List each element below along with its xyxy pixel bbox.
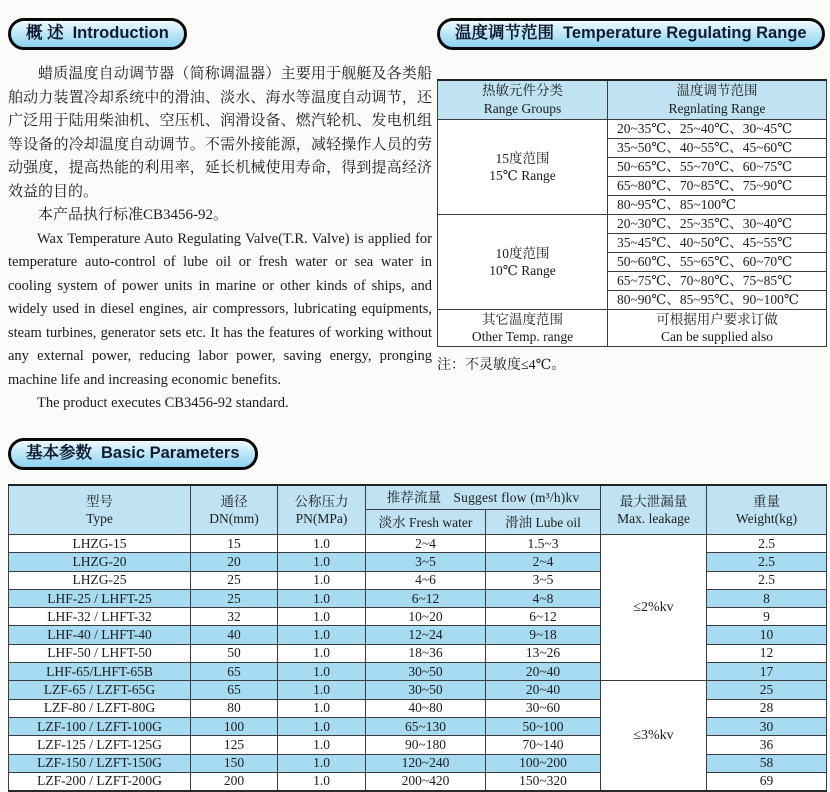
group-label-10c: 10度范围 10℃ Range — [438, 215, 608, 310]
range-cell: 50~60℃、55~65℃、60~70℃ — [608, 253, 827, 272]
cell-dn: 65 — [191, 663, 278, 681]
cell-weight: 36 — [707, 736, 827, 754]
header-type: 型号 Type — [9, 485, 191, 535]
cell-pn: 1.0 — [278, 535, 366, 553]
cell-weight: 58 — [707, 754, 827, 772]
cell-dn: 32 — [191, 608, 278, 626]
other-range-cell: 可根据用户要求订做 Can be supplied also — [608, 310, 827, 347]
cell-lube: 3~5 — [486, 571, 601, 589]
cell-lube: 20~40 — [486, 663, 601, 681]
table-row — [438, 310, 827, 347]
cell-lube: 2~4 — [486, 553, 601, 571]
cell-lube: 6~12 — [486, 608, 601, 626]
group-label-other: 其它温度范围 Other Temp. range — [438, 310, 608, 347]
header-regulating-range: 温度调节范围 Regnlating Range — [608, 80, 827, 120]
cell-fresh: 4~6 — [366, 571, 486, 589]
range-cell: 65~80℃、70~85℃、75~90℃ — [608, 177, 827, 196]
cell-lube: 100~200 — [486, 754, 601, 772]
cell-lube: 4~8 — [486, 589, 601, 607]
cell-pn: 1.0 — [278, 772, 366, 790]
introduction-paragraph-en: Wax Temperature Auto Regulating Valve(T.R. Valve) is applied for temperature auto-control of lube oil or fresh water or sea water in cooling system of power units in marine or other kinds of ships, and widely used in diesel engines, air compressors, lubricating equipments, steam turbines, generator sets etc. It has the features of working without any external power, reducing labor power, saving energy, pronging machine life and increasing economic benefits. — [8, 230, 432, 388]
header-weight: 重量 Weight(kg) — [707, 485, 827, 535]
basic-parameters-table — [8, 484, 827, 792]
cell-lube: 20~40 — [486, 681, 601, 699]
temperature-range-table — [437, 79, 827, 347]
cell-pn: 1.0 — [278, 553, 366, 571]
introduction-standard-en: The product executes CB3456-92 standard. — [37, 395, 289, 411]
cell-lube: 70~140 — [486, 736, 601, 754]
cell-fresh: 6~12 — [366, 589, 486, 607]
cell-dn: 25 — [191, 571, 278, 589]
cell-pn: 1.0 — [278, 736, 366, 754]
temperature-table-header-row — [438, 80, 827, 120]
cell-pn: 1.0 — [278, 663, 366, 681]
cell-fresh: 30~50 — [366, 681, 486, 699]
introduction-paragraph-zh: 蜡质温度自动调节器（简称调温器）主要用于舰艇及各类船舶动力装置冷却系统中的滑油、淡水、海水等温度自动调节，还广泛用于陆用柴油机、空压机、润滑设备、燃汽轮机、发电机组等设备的冷却温度自动调节。不需外接能源，减轻操作人员的劳动强度，提高热能的利用率，延长机械使用寿命，得到提高经济效益的目的。 — [8, 66, 432, 200]
cell-type: LZF-65 / LZFT-65G — [9, 681, 191, 699]
cell-lube: 150~320 — [486, 772, 601, 790]
range-cell: 35~45℃、40~50℃、45~55℃ — [608, 234, 827, 253]
cell-dn: 20 — [191, 553, 278, 571]
cell-dn: 150 — [191, 754, 278, 772]
cell-type: LHF-50 / LHFT-50 — [9, 644, 191, 662]
cell-dn: 100 — [191, 717, 278, 735]
cell-lube: 1.5~3 — [486, 535, 601, 553]
cell-dn: 40 — [191, 626, 278, 644]
cell-type: LHZG-15 — [9, 535, 191, 553]
basic-parameters-section — [8, 438, 828, 792]
cell-pn: 1.0 — [278, 571, 366, 589]
cell-fresh: 2~4 — [366, 535, 486, 553]
header-pn: 公称压力 PN(MPa) — [278, 485, 366, 535]
sensitivity-note: 注：不灵敏度≤4℃。 — [437, 358, 566, 373]
table-row — [438, 215, 827, 234]
introduction-title-en: Introduction — [72, 24, 169, 42]
header-suggest-flow: 推荐流量 Suggest flow (m³/h)kv — [366, 485, 601, 510]
cell-weight: 25 — [707, 681, 827, 699]
cell-weight: 28 — [707, 699, 827, 717]
cell-lube: 30~60 — [486, 699, 601, 717]
introduction-standard-zh: 本产品执行标准CB3456-92。 — [38, 207, 229, 223]
cell-pn: 1.0 — [278, 681, 366, 699]
cell-fresh: 90~180 — [366, 736, 486, 754]
cell-weight: 10 — [707, 626, 827, 644]
cell-lube: 50~100 — [486, 717, 601, 735]
cell-type: LHZG-20 — [9, 553, 191, 571]
cell-dn: 200 — [191, 772, 278, 790]
header-max-leakage: 最大泄漏量 Max. leakage — [601, 485, 707, 535]
introduction-section — [8, 18, 432, 416]
cell-fresh: 30~50 — [366, 663, 486, 681]
cell-fresh: 18~36 — [366, 644, 486, 662]
cell-weight: 2.5 — [707, 571, 827, 589]
cell-pn: 1.0 — [278, 589, 366, 607]
range-cell: 35~50℃、40~55℃、45~60℃ — [608, 139, 827, 158]
temperature-range-title-en: Temperature Regulating Range — [563, 24, 807, 42]
cell-weight: 9 — [707, 608, 827, 626]
table-row — [9, 681, 827, 699]
cell-weight: 8 — [707, 589, 827, 607]
cell-type: LHZG-25 — [9, 571, 191, 589]
cell-weight: 69 — [707, 772, 827, 790]
header-range-groups: 热敏元件分类 Range Groups — [438, 80, 608, 120]
cell-type: LHF-40 / LHFT-40 — [9, 626, 191, 644]
introduction-title-zh: 概 述 — [26, 24, 64, 42]
cell-weight: 12 — [707, 644, 827, 662]
header-fresh-water: 淡水 Fresh water — [366, 510, 486, 535]
temperature-range-section-header — [437, 18, 825, 50]
range-cell: 80~90℃、85~95℃、90~100℃ — [608, 291, 827, 310]
cell-fresh: 40~80 — [366, 699, 486, 717]
cell-fresh: 10~20 — [366, 608, 486, 626]
top-row — [8, 18, 828, 416]
cell-type: LZF-80 / LZFT-80G — [9, 699, 191, 717]
leakage-group-2: ≤3%kv — [601, 681, 707, 791]
cell-weight: 30 — [707, 717, 827, 735]
cell-type: LZF-100 / LZFT-100G — [9, 717, 191, 735]
cell-dn: 65 — [191, 681, 278, 699]
range-cell: 80~95℃、85~100℃ — [608, 196, 827, 215]
cell-pn: 1.0 — [278, 699, 366, 717]
cell-fresh: 120~240 — [366, 754, 486, 772]
cell-fresh: 12~24 — [366, 626, 486, 644]
cell-fresh: 200~420 — [366, 772, 486, 790]
table-row — [9, 535, 827, 553]
cell-weight: 2.5 — [707, 553, 827, 571]
cell-pn: 1.0 — [278, 626, 366, 644]
cell-pn: 1.0 — [278, 608, 366, 626]
cell-type: LHF-25 / LHFT-25 — [9, 589, 191, 607]
table-row — [438, 120, 827, 139]
parameters-header-row-1 — [9, 485, 827, 510]
cell-fresh: 3~5 — [366, 553, 486, 571]
cell-dn: 125 — [191, 736, 278, 754]
range-cell: 20~30℃、25~35℃、30~40℃ — [608, 215, 827, 234]
cell-type: LHF-65/LHFT-65B — [9, 663, 191, 681]
basic-parameters-title-en: Basic Parameters — [101, 443, 240, 462]
temperature-range-title-zh: 温度调节范围 — [455, 24, 554, 42]
range-cell: 20~35℃、25~40℃、30~45℃ — [608, 120, 827, 139]
cell-type: LZF-150 / LZFT-150G — [9, 754, 191, 772]
cell-dn: 80 — [191, 699, 278, 717]
basic-parameters-title-zh: 基本参数 — [26, 443, 92, 462]
header-dn: 通径 DN(mm) — [191, 485, 278, 535]
cell-type: LHF-32 / LHFT-32 — [9, 608, 191, 626]
temperature-range-section — [437, 18, 829, 374]
header-lube-oil: 滑油 Lube oil — [486, 510, 601, 535]
cell-weight: 2.5 — [707, 535, 827, 553]
cell-dn: 50 — [191, 644, 278, 662]
cell-pn: 1.0 — [278, 754, 366, 772]
cell-pn: 1.0 — [278, 644, 366, 662]
group-label-15c: 15度范围 15℃ Range — [438, 120, 608, 215]
cell-lube: 13~26 — [486, 644, 601, 662]
cell-dn: 25 — [191, 589, 278, 607]
cell-weight: 17 — [707, 663, 827, 681]
cell-type: LZF-200 / LZFT-200G — [9, 772, 191, 790]
range-cell: 50~65℃、55~70℃、60~75℃ — [608, 158, 827, 177]
cell-type: LZF-125 / LZFT-125G — [9, 736, 191, 754]
basic-parameters-section-header — [8, 438, 258, 470]
cell-pn: 1.0 — [278, 717, 366, 735]
cell-fresh: 65~130 — [366, 717, 486, 735]
range-cell: 65~75℃、70~80℃、75~85℃ — [608, 272, 827, 291]
leakage-group-1: ≤2%kv — [601, 535, 707, 681]
introduction-section-header — [8, 18, 187, 50]
cell-dn: 15 — [191, 535, 278, 553]
cell-lube: 9~18 — [486, 626, 601, 644]
